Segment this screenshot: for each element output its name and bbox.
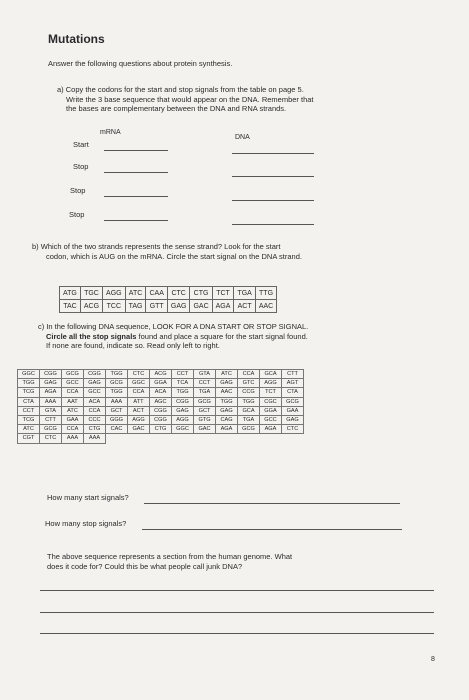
codon-cell[interactable]: CAA [146,287,167,300]
codon-cell[interactable]: ATC [125,287,146,300]
codon-cell[interactable]: ACG [80,300,102,313]
closing-line: The above sequence represents a section from the human genome. What [47,552,293,561]
grid-codon-cell[interactable]: TGG [172,388,194,397]
intro-text: Answer the following questions about protein synthesis. [48,59,233,68]
codon-cell[interactable]: AGA [212,300,234,313]
grid-codon-cell[interactable]: GAG [282,415,304,424]
grid-codon-cell[interactable]: GGC [18,370,40,379]
grid-codon-cell[interactable]: AGA [40,388,62,397]
grid-codon-cell[interactable]: AAT [62,397,84,406]
grid-codon-cell[interactable]: GCC [260,415,282,424]
codon-cell[interactable]: CTC [167,287,190,300]
stop2-dna-blank[interactable] [232,200,314,201]
grid-codon-cell[interactable]: GTA [194,370,216,379]
dna-column-header: DNA [235,134,250,141]
question-a-line: the bases are complementary between the DNA and RNA strands. [66,104,287,113]
codon-cell[interactable]: ACT [234,300,255,313]
grid-codon-cell[interactable]: GTG [194,415,216,424]
codon-cell[interactable]: ATG [60,287,81,300]
question-b-text [32,242,302,261]
grid-codon-cell[interactable]: CCA [62,388,84,397]
grid-codon-cell[interactable]: GAA [62,415,84,424]
grid-codon-cell[interactable]: AGA [260,425,282,434]
codon-cell[interactable]: TAG [125,300,146,313]
grid-codon-cell[interactable]: CGG [150,415,172,424]
grid-codon-cell[interactable]: CTC [40,434,62,443]
grid-codon-cell[interactable]: GCA [260,370,282,379]
grid-codon-cell[interactable]: CAC [106,425,128,434]
grid-codon-cell[interactable]: AGG [172,415,194,424]
grid-codon-cell[interactable]: AGC [150,397,172,406]
codon-cell[interactable]: GAC [190,300,212,313]
grid-codon-cell[interactable]: GCT [106,406,128,415]
grid-codon-cell[interactable]: TCT [260,388,282,397]
codon-cell[interactable]: TAC [60,300,81,313]
grid-codon-cell[interactable]: GGA [150,379,172,388]
grid-codon-cell[interactable]: CGT [18,434,40,443]
dna-strands-table [59,286,277,313]
grid-row [18,406,304,415]
grid-codon-cell[interactable]: CTC [128,370,150,379]
grid-row [18,415,304,424]
closing-line: does it code for? Could this be what people call junk DNA? [47,562,243,571]
grid-row [18,434,304,443]
dna-sequence-grid [17,369,304,444]
stop3-mrna-blank[interactable] [104,220,168,221]
grid-codon-cell[interactable]: AGT [282,379,304,388]
grid-codon-cell[interactable]: GCC [84,388,106,397]
strand-top-row [60,287,277,300]
grid-codon-cell[interactable]: TGA [238,415,260,424]
start-count-blank[interactable] [144,503,400,504]
grid-codon-cell[interactable]: CCC [84,415,106,424]
answer-line-3[interactable] [40,633,434,634]
grid-codon-cell[interactable]: CAG [216,415,238,424]
grid-codon-cell[interactable]: ACT [128,406,150,415]
grid-codon-cell[interactable]: CCA [62,425,84,434]
grid-codon-cell[interactable]: ATC [216,370,238,379]
start-row-label: Start [73,140,89,149]
grid-codon-cell[interactable]: CTG [84,425,106,434]
grid-codon-cell[interactable]: GCG [40,425,62,434]
grid-codon-cell[interactable]: GAG [216,379,238,388]
answer-line-2[interactable] [40,612,434,613]
start-mrna-blank[interactable] [104,150,168,151]
grid-codon-cell[interactable]: GGC [172,425,194,434]
stop2-mrna-blank[interactable] [104,196,168,197]
stop-row-label-1: Stop [73,162,89,171]
grid-codon-cell[interactable]: AGG [128,415,150,424]
grid-codon-cell[interactable]: AAA [106,397,128,406]
grid-codon-cell[interactable]: GGC [128,379,150,388]
grid-row [18,388,304,397]
grid-codon-cell[interactable]: ACA [84,397,106,406]
grid-codon-cell[interactable]: GTC [238,379,260,388]
question-a-line: Write the 3 base sequence that would appear on the DNA. Remember that [66,94,314,104]
grid-codon-cell[interactable]: CGG [40,370,62,379]
question-c-bold: Circle all the stop signals [46,331,137,341]
grid-codon-cell[interactable]: CCA [128,388,150,397]
stop-count-blank[interactable] [142,529,402,530]
page-title: Mutations [48,32,105,46]
grid-codon-cell[interactable]: CGG [84,370,106,379]
grid-codon-cell[interactable]: GCG [62,370,84,379]
grid-row [18,425,304,434]
grid-codon-cell[interactable]: GAG [84,379,106,388]
grid-codon-cell[interactable]: AGG [260,379,282,388]
question-a-text [57,85,314,114]
grid-codon-cell[interactable]: GAC [194,425,216,434]
codon-cell[interactable]: CTG [190,287,212,300]
grid-codon-cell[interactable]: CGC [260,397,282,406]
grid-codon-cell[interactable]: GAG [172,406,194,415]
grid-codon-cell[interactable]: TGG [106,370,128,379]
grid-codon-cell[interactable]: CCG [238,388,260,397]
codon-cell[interactable]: AGG [103,287,126,300]
grid-codon-cell[interactable]: TGG [216,397,238,406]
page-number: 8 [431,656,435,663]
grid-codon-cell[interactable]: CTA [282,388,304,397]
codon-cell[interactable]: TGA [234,287,255,300]
codon-cell[interactable]: TCC [103,300,126,313]
grid-codon-cell[interactable]: CGG [172,397,194,406]
stop-count-question: How many stop signals? [45,519,127,528]
stop-row-label-3: Stop [69,210,85,219]
grid-codon-cell[interactable]: GTA [40,406,62,415]
grid-codon-cell[interactable]: CCT [194,379,216,388]
grid-codon-cell[interactable]: TGG [238,397,260,406]
grid-row [18,379,304,388]
stop3-dna-blank[interactable] [232,224,314,225]
grid-codon-cell[interactable]: GAC [128,425,150,434]
start-count-question: How many start signals? [47,493,129,502]
answer-line-1[interactable] [40,590,434,591]
grid-codon-cell[interactable]: CTT [282,370,304,379]
grid-row [18,370,304,379]
strand-bottom-row [60,300,277,313]
grid-codon-cell[interactable]: AAA [84,434,106,443]
grid-codon-cell[interactable]: CGG [150,406,172,415]
codon-cell[interactable]: AAC [255,300,276,313]
codon-cell[interactable]: TGC [80,287,102,300]
grid-codon-cell[interactable]: CTA [18,397,40,406]
grid-codon-cell[interactable]: TGG [18,379,40,388]
question-c-line: If none are found, indicate so. Read only left to right. [46,341,220,350]
grid-codon-cell[interactable]: CCT [172,370,194,379]
grid-codon-cell[interactable]: GCG [106,379,128,388]
grid-codon-cell[interactable]: GAG [40,379,62,388]
codon-cell[interactable]: GTT [146,300,167,313]
grid-codon-cell[interactable]: AAA [40,397,62,406]
grid-codon-cell[interactable]: GCG [282,397,304,406]
grid-codon-cell[interactable]: TGA [194,388,216,397]
grid-codon-cell[interactable]: TCG [18,415,40,424]
stop1-dna-blank[interactable] [232,176,314,177]
grid-codon-cell[interactable]: CCA [84,406,106,415]
grid-codon-cell[interactable]: TCA [172,379,194,388]
stop-row-label-2: Stop [70,186,86,195]
question-a-line: a) Copy the codons for the start and stop signals from the table on page 5. [57,85,304,94]
grid-row [18,397,304,406]
grid-codon-cell[interactable]: GCG [238,425,260,434]
grid-codon-cell[interactable]: ATT [128,397,150,406]
grid-codon-cell[interactable]: GGG [106,415,128,424]
grid-codon-cell[interactable]: CTT [40,415,62,424]
question-c-rest: found and place a square for the start signal found. [136,331,308,341]
question-b-line: codon, which is AUG on the mRNA. Circle the start signal on the DNA strand. [46,251,302,261]
question-b-line: b) Which of the two strands represents the sense strand? Look for the start [32,242,281,251]
grid-codon-cell[interactable]: AAC [216,388,238,397]
codon-cell[interactable]: TCT [212,287,234,300]
grid-codon-cell[interactable]: CCT [18,406,40,415]
grid-codon-cell[interactable]: GCT [194,406,216,415]
question-c-text [38,322,308,351]
question-c-line [38,332,308,342]
grid-codon-cell[interactable]: GCC [62,379,84,388]
stop1-mrna-blank[interactable] [104,172,168,173]
grid-codon-cell[interactable]: AGA [216,425,238,434]
grid-codon-cell[interactable]: TGG [106,388,128,397]
grid-codon-cell[interactable]: CTG [150,425,172,434]
grid-codon-cell[interactable]: GCA [238,406,260,415]
grid-codon-cell[interactable]: CCA [238,370,260,379]
grid-codon-cell[interactable]: TCG [18,388,40,397]
mrna-column-header: mRNA [100,129,121,136]
codon-cell[interactable]: GAG [167,300,190,313]
grid-codon-cell[interactable]: ACG [150,370,172,379]
grid-codon-cell[interactable]: GCG [194,397,216,406]
closing-question [47,552,292,572]
question-c-line: c) In the following DNA sequence, LOOK FOR A DNA START OR STOP SIGNAL. [38,322,309,331]
grid-codon-cell[interactable]: ACA [150,388,172,397]
grid-codon-cell[interactable]: ATC [18,425,40,434]
grid-codon-cell[interactable]: AAA [62,434,84,443]
grid-codon-cell[interactable]: GAG [216,406,238,415]
codon-cell[interactable]: TTG [255,287,276,300]
start-dna-blank[interactable] [232,153,314,154]
grid-codon-cell[interactable]: GAA [282,406,304,415]
grid-codon-cell[interactable]: CTC [282,425,304,434]
grid-codon-cell[interactable]: GGA [260,406,282,415]
grid-codon-cell[interactable]: ATC [62,406,84,415]
